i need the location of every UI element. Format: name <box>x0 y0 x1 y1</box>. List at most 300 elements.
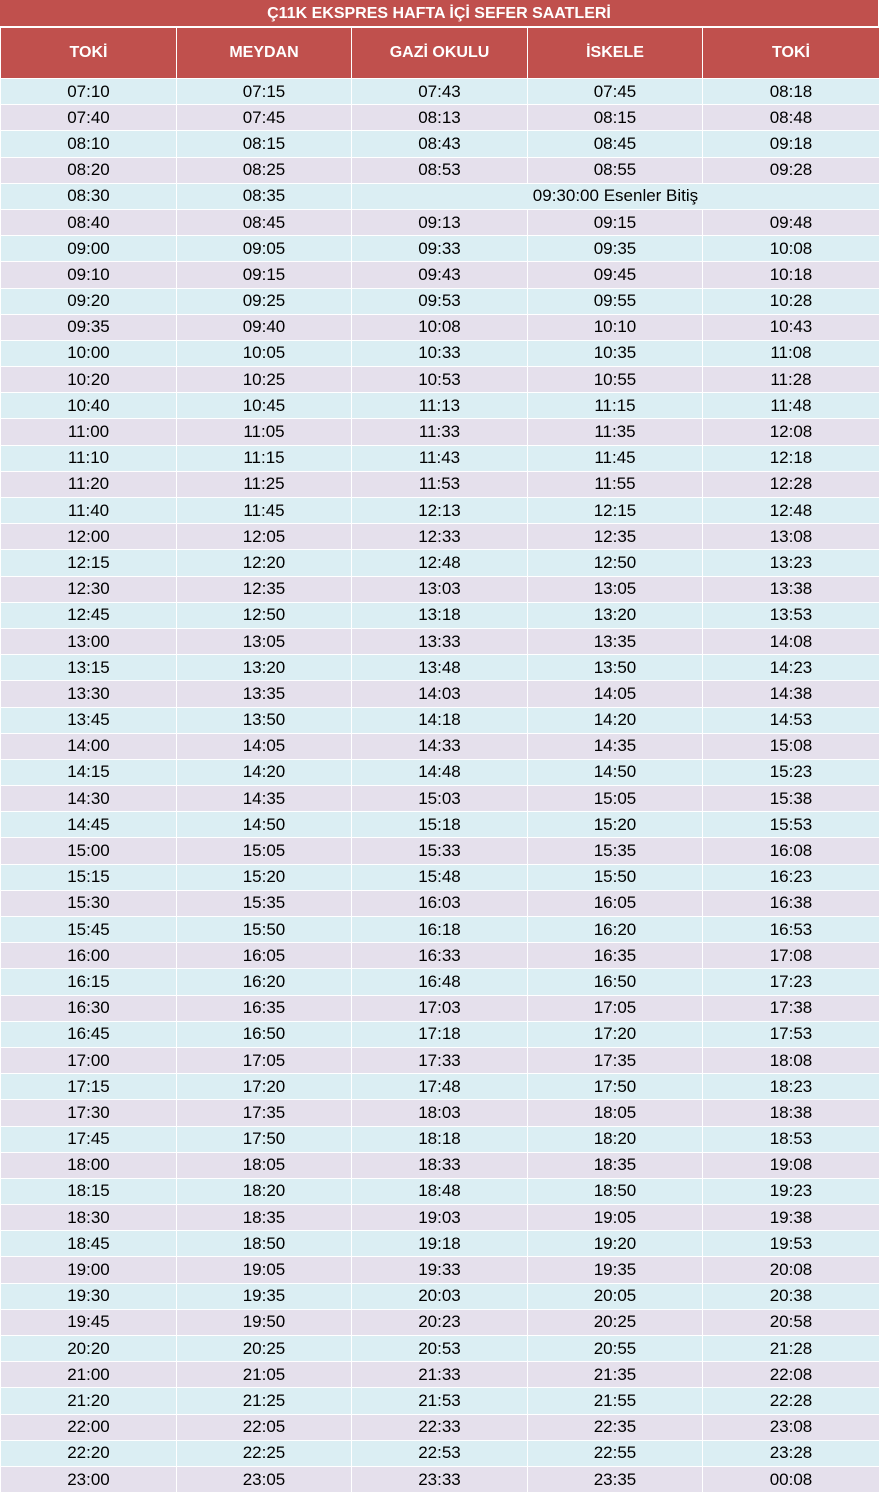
time-cell: 10:43 <box>703 314 879 340</box>
schedule-body <box>1 79 879 1493</box>
time-cell: 07:15 <box>177 79 352 105</box>
time-cell: 17:18 <box>352 1021 528 1047</box>
time-cell: 17:05 <box>528 995 703 1021</box>
time-cell: 08:48 <box>703 105 879 131</box>
time-cell: 16:20 <box>177 969 352 995</box>
time-cell: 14:50 <box>177 812 352 838</box>
time-cell: 23:08 <box>703 1414 879 1440</box>
time-cell: 22:08 <box>703 1362 879 1388</box>
time-cell: 11:10 <box>1 445 177 471</box>
time-cell: 11:25 <box>177 471 352 497</box>
time-cell: 20:20 <box>1 1336 177 1362</box>
time-cell: 16:08 <box>703 838 879 864</box>
time-cell: 14:20 <box>177 759 352 785</box>
time-cell: 16:00 <box>1 943 177 969</box>
time-cell: 12:48 <box>703 498 879 524</box>
time-cell: 16:38 <box>703 890 879 916</box>
time-cell: 20:08 <box>703 1257 879 1283</box>
table-row <box>1 105 879 131</box>
time-cell: 11:05 <box>177 419 352 445</box>
time-cell: 14:05 <box>177 733 352 759</box>
time-cell: 18:30 <box>1 1205 177 1231</box>
time-cell: 17:00 <box>1 1047 177 1073</box>
time-cell: 12:20 <box>177 550 352 576</box>
time-cell: 16:35 <box>177 995 352 1021</box>
schedule-title: Ç11K EKSPRES HAFTA İÇİ SEFER SAATLERİ <box>0 0 879 26</box>
time-cell: 15:15 <box>1 864 177 890</box>
time-cell: 18:35 <box>528 1152 703 1178</box>
time-cell: 13:03 <box>352 576 528 602</box>
time-cell: 13:05 <box>177 628 352 654</box>
time-cell: 16:23 <box>703 864 879 890</box>
time-cell: 22:53 <box>352 1440 528 1466</box>
time-cell: 08:35 <box>177 183 352 209</box>
time-cell: 22:35 <box>528 1414 703 1440</box>
time-cell: 14:35 <box>177 786 352 812</box>
time-cell: 15:35 <box>177 890 352 916</box>
table-row <box>1 995 879 1021</box>
time-cell: 15:50 <box>177 917 352 943</box>
time-cell: 23:00 <box>1 1466 177 1492</box>
time-cell: 19:18 <box>352 1231 528 1257</box>
table-row <box>1 1178 879 1204</box>
time-cell: 09:05 <box>177 236 352 262</box>
time-cell: 15:48 <box>352 864 528 890</box>
time-cell: 14:05 <box>528 681 703 707</box>
column-header-meydan: MEYDAN <box>177 28 352 79</box>
table-row <box>1 1414 879 1440</box>
time-cell: 14:03 <box>352 681 528 707</box>
time-cell: 12:15 <box>528 498 703 524</box>
time-cell: 19:20 <box>528 1231 703 1257</box>
time-cell: 20:38 <box>703 1283 879 1309</box>
table-row <box>1 262 879 288</box>
table-row <box>1 288 879 314</box>
time-cell: 22:25 <box>177 1440 352 1466</box>
time-cell: 15:23 <box>703 759 879 785</box>
time-cell: 17:38 <box>703 995 879 1021</box>
time-cell: 18:35 <box>177 1205 352 1231</box>
time-cell: 10:08 <box>703 236 879 262</box>
time-cell: 16:50 <box>528 969 703 995</box>
time-cell: 15:05 <box>177 838 352 864</box>
time-cell: 08:53 <box>352 157 528 183</box>
time-cell: 12:13 <box>352 498 528 524</box>
table-row <box>1 1126 879 1152</box>
time-cell: 11:43 <box>352 445 528 471</box>
time-cell: 13:38 <box>703 576 879 602</box>
time-cell: 12:30 <box>1 576 177 602</box>
time-cell: 12:35 <box>528 524 703 550</box>
time-cell: 09:28 <box>703 157 879 183</box>
time-cell: 14:15 <box>1 759 177 785</box>
time-cell: 15:20 <box>528 812 703 838</box>
table-row <box>1 1231 879 1257</box>
time-cell: 13:05 <box>528 576 703 602</box>
time-cell: 11:28 <box>703 367 879 393</box>
time-cell: 17:50 <box>528 1074 703 1100</box>
time-cell: 23:33 <box>352 1466 528 1492</box>
time-cell: 18:05 <box>528 1100 703 1126</box>
time-cell: 11:35 <box>528 419 703 445</box>
table-row <box>1 550 879 576</box>
table-row <box>1 393 879 419</box>
time-cell: 16:03 <box>352 890 528 916</box>
time-cell: 09:40 <box>177 314 352 340</box>
time-cell: 22:20 <box>1 1440 177 1466</box>
time-cell: 10:00 <box>1 340 177 366</box>
time-cell: 08:13 <box>352 105 528 131</box>
time-cell: 07:45 <box>177 105 352 131</box>
time-cell: 08:43 <box>352 131 528 157</box>
time-cell: 19:33 <box>352 1257 528 1283</box>
time-cell: 09:13 <box>352 209 528 235</box>
time-cell: 14:08 <box>703 628 879 654</box>
time-cell: 18:08 <box>703 1047 879 1073</box>
table-row <box>1 471 879 497</box>
time-cell: 10:25 <box>177 367 352 393</box>
time-cell: 10:28 <box>703 288 879 314</box>
table-row <box>1 209 879 235</box>
time-cell: 07:45 <box>528 79 703 105</box>
time-cell: 19:35 <box>528 1257 703 1283</box>
time-cell: 18:00 <box>1 1152 177 1178</box>
time-cell: 10:33 <box>352 340 528 366</box>
time-cell: 13:20 <box>177 655 352 681</box>
time-cell: 08:10 <box>1 131 177 157</box>
time-cell: 15:45 <box>1 917 177 943</box>
time-cell: 08:15 <box>177 131 352 157</box>
time-cell: 13:15 <box>1 655 177 681</box>
time-cell: 17:15 <box>1 1074 177 1100</box>
time-cell: 21:55 <box>528 1388 703 1414</box>
time-cell: 22:55 <box>528 1440 703 1466</box>
table-row <box>1 1362 879 1388</box>
time-cell: 14:53 <box>703 707 879 733</box>
time-cell: 09:10 <box>1 262 177 288</box>
time-cell: 08:30 <box>1 183 177 209</box>
time-cell: 12:48 <box>352 550 528 576</box>
time-cell: 18:23 <box>703 1074 879 1100</box>
time-cell: 15:33 <box>352 838 528 864</box>
time-cell: 09:33 <box>352 236 528 262</box>
time-cell: 09:20 <box>1 288 177 314</box>
table-row <box>1 838 879 864</box>
schedule-table <box>0 27 879 1493</box>
time-cell: 14:30 <box>1 786 177 812</box>
time-cell: 13:35 <box>177 681 352 707</box>
time-cell: 11:08 <box>703 340 879 366</box>
time-cell: 11:48 <box>703 393 879 419</box>
time-cell: 23:05 <box>177 1466 352 1492</box>
table-row <box>1 1388 879 1414</box>
table-row <box>1 445 879 471</box>
time-cell: 16:45 <box>1 1021 177 1047</box>
table-row <box>1 602 879 628</box>
time-cell: 20:23 <box>352 1309 528 1335</box>
time-cell: 09:35 <box>528 236 703 262</box>
time-cell: 17:35 <box>177 1100 352 1126</box>
time-cell: 08:45 <box>177 209 352 235</box>
time-cell: 12:28 <box>703 471 879 497</box>
time-cell: 13:20 <box>528 602 703 628</box>
table-row <box>1 1047 879 1073</box>
table-row <box>1 890 879 916</box>
time-cell: 22:33 <box>352 1414 528 1440</box>
time-cell: 11:45 <box>177 498 352 524</box>
time-cell: 12:50 <box>528 550 703 576</box>
time-cell: 18:50 <box>177 1231 352 1257</box>
table-row <box>1 1074 879 1100</box>
time-cell: 15:00 <box>1 838 177 864</box>
table-row <box>1 498 879 524</box>
time-cell: 19:50 <box>177 1309 352 1335</box>
time-cell: 08:18 <box>703 79 879 105</box>
time-cell: 20:05 <box>528 1283 703 1309</box>
time-cell: 21:05 <box>177 1362 352 1388</box>
time-cell: 19:45 <box>1 1309 177 1335</box>
time-cell: 21:20 <box>1 1388 177 1414</box>
time-cell: 18:38 <box>703 1100 879 1126</box>
time-cell: 10:10 <box>528 314 703 340</box>
time-cell: 23:35 <box>528 1466 703 1492</box>
time-cell: 16:48 <box>352 969 528 995</box>
time-cell: 17:08 <box>703 943 879 969</box>
time-cell: 12:50 <box>177 602 352 628</box>
time-cell: 11:40 <box>1 498 177 524</box>
time-cell: 21:00 <box>1 1362 177 1388</box>
table-row <box>1 628 879 654</box>
time-cell: 10:05 <box>177 340 352 366</box>
time-cell: 09:43 <box>352 262 528 288</box>
table-row <box>1 183 879 209</box>
time-cell: 08:45 <box>528 131 703 157</box>
time-cell: 22:28 <box>703 1388 879 1414</box>
time-cell: 17:33 <box>352 1047 528 1073</box>
time-cell: 13:45 <box>1 707 177 733</box>
time-cell: 14:20 <box>528 707 703 733</box>
table-row <box>1 236 879 262</box>
time-cell: 19:38 <box>703 1205 879 1231</box>
time-cell: 12:45 <box>1 602 177 628</box>
table-row <box>1 864 879 890</box>
time-cell: 11:20 <box>1 471 177 497</box>
column-header-toki-end: TOKİ <box>703 28 879 79</box>
time-cell: 15:53 <box>703 812 879 838</box>
table-row <box>1 759 879 785</box>
time-cell: 16:18 <box>352 917 528 943</box>
table-row <box>1 367 879 393</box>
table-row <box>1 681 879 707</box>
time-cell: 13:08 <box>703 524 879 550</box>
time-cell: 00:08 <box>703 1466 879 1492</box>
time-cell: 13:53 <box>703 602 879 628</box>
table-row <box>1 707 879 733</box>
time-cell: 10:35 <box>528 340 703 366</box>
time-cell: 22:05 <box>177 1414 352 1440</box>
time-cell: 18:20 <box>528 1126 703 1152</box>
time-cell: 15:05 <box>528 786 703 812</box>
time-cell: 20:53 <box>352 1336 528 1362</box>
time-cell: 17:35 <box>528 1047 703 1073</box>
time-cell: 08:55 <box>528 157 703 183</box>
time-cell: 15:08 <box>703 733 879 759</box>
time-cell: 16:50 <box>177 1021 352 1047</box>
time-cell: 15:18 <box>352 812 528 838</box>
time-cell: 13:23 <box>703 550 879 576</box>
time-cell: 11:00 <box>1 419 177 445</box>
time-cell: 18:50 <box>528 1178 703 1204</box>
time-cell: 20:58 <box>703 1309 879 1335</box>
time-cell: 07:43 <box>352 79 528 105</box>
table-row <box>1 655 879 681</box>
time-cell: 17:30 <box>1 1100 177 1126</box>
time-cell: 08:40 <box>1 209 177 235</box>
time-cell: 21:53 <box>352 1388 528 1414</box>
table-row <box>1 576 879 602</box>
table-row <box>1 1309 879 1335</box>
time-cell: 14:50 <box>528 759 703 785</box>
column-header-iskele: İSKELE <box>528 28 703 79</box>
time-cell: 18:20 <box>177 1178 352 1204</box>
time-cell: 16:05 <box>528 890 703 916</box>
time-cell: 11:55 <box>528 471 703 497</box>
time-cell: 09:55 <box>528 288 703 314</box>
time-cell: 14:35 <box>528 733 703 759</box>
table-row <box>1 917 879 943</box>
route-note: 09:30:00 Esenler Bitiş <box>352 183 879 209</box>
time-cell: 14:23 <box>703 655 879 681</box>
time-cell: 16:53 <box>703 917 879 943</box>
time-cell: 10:55 <box>528 367 703 393</box>
table-row <box>1 1466 879 1492</box>
time-cell: 17:20 <box>177 1074 352 1100</box>
time-cell: 10:20 <box>1 367 177 393</box>
table-row <box>1 969 879 995</box>
time-cell: 13:35 <box>528 628 703 654</box>
time-cell: 19:35 <box>177 1283 352 1309</box>
time-cell: 21:25 <box>177 1388 352 1414</box>
time-cell: 19:05 <box>177 1257 352 1283</box>
time-cell: 10:08 <box>352 314 528 340</box>
time-cell: 20:25 <box>528 1309 703 1335</box>
time-cell: 17:45 <box>1 1126 177 1152</box>
time-cell: 18:45 <box>1 1231 177 1257</box>
time-cell: 17:23 <box>703 969 879 995</box>
table-row <box>1 812 879 838</box>
time-cell: 10:40 <box>1 393 177 419</box>
table-row <box>1 314 879 340</box>
time-cell: 14:48 <box>352 759 528 785</box>
time-cell: 21:35 <box>528 1362 703 1388</box>
table-row <box>1 1440 879 1466</box>
time-cell: 13:50 <box>528 655 703 681</box>
time-cell: 12:08 <box>703 419 879 445</box>
time-cell: 20:25 <box>177 1336 352 1362</box>
time-cell: 16:35 <box>528 943 703 969</box>
time-cell: 17:03 <box>352 995 528 1021</box>
time-cell: 23:28 <box>703 1440 879 1466</box>
time-cell: 12:33 <box>352 524 528 550</box>
time-cell: 12:35 <box>177 576 352 602</box>
time-cell: 18:53 <box>703 1126 879 1152</box>
time-cell: 13:00 <box>1 628 177 654</box>
time-cell: 15:35 <box>528 838 703 864</box>
table-row <box>1 1152 879 1178</box>
time-cell: 09:35 <box>1 314 177 340</box>
table-row <box>1 1100 879 1126</box>
time-cell: 20:55 <box>528 1336 703 1362</box>
time-cell: 09:53 <box>352 288 528 314</box>
time-cell: 17:53 <box>703 1021 879 1047</box>
time-cell: 07:10 <box>1 79 177 105</box>
table-row <box>1 79 879 105</box>
header-row <box>1 28 879 79</box>
table-row <box>1 733 879 759</box>
time-cell: 09:00 <box>1 236 177 262</box>
time-cell: 15:30 <box>1 890 177 916</box>
table-row <box>1 1283 879 1309</box>
time-cell: 19:08 <box>703 1152 879 1178</box>
time-cell: 10:45 <box>177 393 352 419</box>
time-cell: 12:18 <box>703 445 879 471</box>
table-row <box>1 943 879 969</box>
time-cell: 16:05 <box>177 943 352 969</box>
time-cell: 12:15 <box>1 550 177 576</box>
time-cell: 09:48 <box>703 209 879 235</box>
time-cell: 13:33 <box>352 628 528 654</box>
time-cell: 21:28 <box>703 1336 879 1362</box>
time-cell: 11:15 <box>528 393 703 419</box>
time-cell: 18:15 <box>1 1178 177 1204</box>
time-cell: 17:50 <box>177 1126 352 1152</box>
time-cell: 15:20 <box>177 864 352 890</box>
time-cell: 19:05 <box>528 1205 703 1231</box>
time-cell: 19:00 <box>1 1257 177 1283</box>
time-cell: 13:50 <box>177 707 352 733</box>
time-cell: 09:15 <box>528 209 703 235</box>
time-cell: 15:03 <box>352 786 528 812</box>
time-cell: 17:20 <box>528 1021 703 1047</box>
time-cell: 11:33 <box>352 419 528 445</box>
time-cell: 16:33 <box>352 943 528 969</box>
time-cell: 07:40 <box>1 105 177 131</box>
table-row <box>1 1021 879 1047</box>
time-cell: 18:33 <box>352 1152 528 1178</box>
time-cell: 17:48 <box>352 1074 528 1100</box>
table-row <box>1 131 879 157</box>
time-cell: 21:33 <box>352 1362 528 1388</box>
time-cell: 22:00 <box>1 1414 177 1440</box>
time-cell: 19:53 <box>703 1231 879 1257</box>
column-header-gazi-okulu: GAZİ OKULU <box>352 28 528 79</box>
time-cell: 11:53 <box>352 471 528 497</box>
time-cell: 10:18 <box>703 262 879 288</box>
time-cell: 19:23 <box>703 1178 879 1204</box>
time-cell: 19:30 <box>1 1283 177 1309</box>
time-cell: 16:20 <box>528 917 703 943</box>
time-cell: 12:00 <box>1 524 177 550</box>
table-row <box>1 524 879 550</box>
time-cell: 17:05 <box>177 1047 352 1073</box>
table-row <box>1 1257 879 1283</box>
table-row <box>1 786 879 812</box>
table-row <box>1 1205 879 1231</box>
time-cell: 15:38 <box>703 786 879 812</box>
time-cell: 14:45 <box>1 812 177 838</box>
time-cell: 19:03 <box>352 1205 528 1231</box>
time-cell: 11:15 <box>177 445 352 471</box>
